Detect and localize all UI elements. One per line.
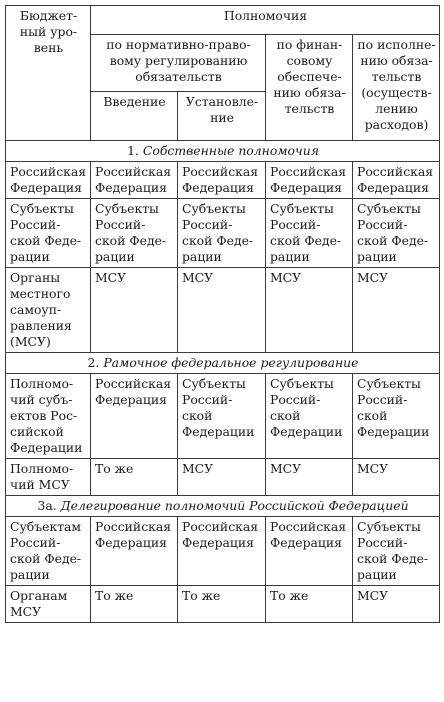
table-row [6, 268, 440, 353]
table-cell: Российская Федерация [353, 162, 440, 199]
header-execution: по исполне- нию обяза- тельств (осуществ- лению расходов) [353, 35, 440, 141]
section-number: 2. [87, 355, 100, 370]
table-cell: Субъекты Россий- ской Федерации [353, 374, 440, 459]
table-cell: Российская Федерация [178, 517, 266, 586]
table-cell: Российская Федерация [91, 517, 178, 586]
table-row [6, 586, 440, 623]
table-cell: Субъекты Россий- ской Феде- рации [91, 199, 178, 268]
table-cell: Субъекты Россий- ской Федерации [266, 374, 353, 459]
table-cell: Субъекты Россий- ской Феде- рации [178, 199, 266, 268]
section-title-text: Собственные полномочия [142, 143, 319, 158]
table-row [6, 374, 440, 459]
table-cell: МСУ [266, 268, 353, 353]
section-number: 3а. [37, 498, 57, 513]
table-cell: Субъекты Россий- ской Федерации [178, 374, 266, 459]
table-cell: То же [91, 586, 178, 623]
header-budget-level: Бюджет- ный уро- вень [6, 6, 91, 141]
header-establishment: Установле- ние [178, 92, 266, 141]
budget-level-cell: Российская Федерация [6, 162, 91, 199]
budget-level-cell: Субъектам Россий- ской Феде- рации [6, 517, 91, 586]
section-row [6, 141, 440, 162]
table-cell: То же [178, 586, 266, 623]
table-cell: МСУ [353, 586, 440, 623]
section-title-text: Делегирование полномочий Российской Федерацией [60, 498, 409, 513]
section-row [6, 353, 440, 374]
table-cell: Российская Федерация [266, 162, 353, 199]
section-title-text: Рамочное федеральное регулирование [103, 355, 359, 370]
table-cell: МСУ [353, 459, 440, 496]
table-row [6, 459, 440, 496]
table-row [6, 517, 440, 586]
table-cell: МСУ [91, 268, 178, 353]
header-powers: Полномочия [91, 6, 440, 35]
budget-level-cell: Полномо- чий субъ- ектов Рос- сийской Федерации [6, 374, 91, 459]
table-cell: Российская Федерация [91, 162, 178, 199]
table-body [6, 6, 440, 623]
header-introduction: Введение [91, 92, 178, 141]
powers-table [5, 5, 440, 623]
header-financing: по финан- совому обеспече- нию обяза- тельств [266, 35, 353, 141]
section-title [6, 141, 440, 162]
table-cell: МСУ [353, 268, 440, 353]
table-cell: Субъекты Россий- ской Феде- рации [353, 517, 440, 586]
budget-level-cell: Органам МСУ [6, 586, 91, 623]
section-title [6, 496, 440, 517]
header-normative: по нормативно-право- вому регулированию обязательств [91, 35, 266, 92]
section-title [6, 353, 440, 374]
table-cell: То же [91, 459, 178, 496]
table-cell: Российская Федерация [266, 517, 353, 586]
table-cell: Российская Федерация [178, 162, 266, 199]
table-cell: То же [266, 586, 353, 623]
table-cell: МСУ [178, 268, 266, 353]
table-row [6, 162, 440, 199]
table-cell: Российская Федерация [91, 374, 178, 459]
section-row [6, 496, 440, 517]
section-number: 1. [127, 143, 139, 158]
budget-level-cell: Полномо- чий МСУ [6, 459, 91, 496]
table-cell: МСУ [266, 459, 353, 496]
table-cell: Субъекты Россий- ской Феде- рации [266, 199, 353, 268]
table-cell: Субъекты Россий- ской Феде- рации [353, 199, 440, 268]
budget-level-cell: Органы местного самоуп- равления (МСУ) [6, 268, 91, 353]
table-row [6, 199, 440, 268]
header-row-1 [6, 6, 440, 35]
table-cell: МСУ [178, 459, 266, 496]
budget-level-cell: Субъекты Россий- ской Феде- рации [6, 199, 91, 268]
